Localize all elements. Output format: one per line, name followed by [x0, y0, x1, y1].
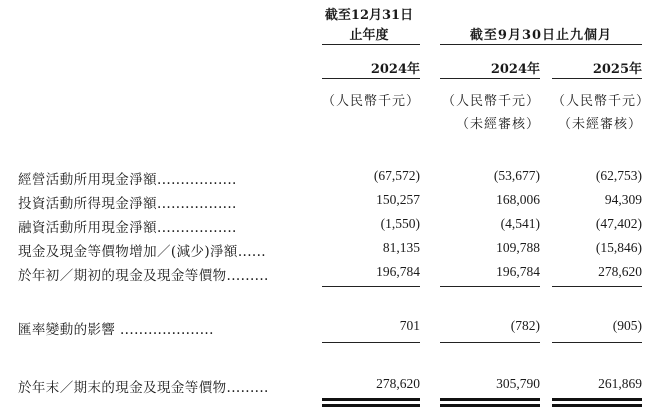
- row-value-operating-2025q3: (62,753): [595, 168, 642, 183]
- year-rule-col3: [552, 78, 642, 79]
- row-value-closing-balance-2024q3: 305,790: [496, 376, 540, 391]
- row-label-net-change: 現金及現金等價物增加／(減少)淨額......: [18, 244, 266, 260]
- row-value-closing-balance-2024fy: 278,620: [376, 376, 420, 391]
- year-rule-col1: [322, 78, 420, 79]
- row-value-investing-2024q3: 168,006: [496, 192, 540, 207]
- row-value-opening-balance-2024fy: 196,784: [376, 264, 420, 279]
- fx-rule-col2: [440, 342, 540, 343]
- row-value-fx-effect-2025q3: (905): [612, 318, 642, 333]
- year-col2: 2024年: [490, 62, 540, 77]
- row-value-net-change-2025q3: (15,846): [595, 240, 642, 255]
- col1-header-rule: [322, 44, 420, 45]
- col23-period-header: 截至9月30日止九個月: [469, 28, 613, 43]
- total-rule-top-col3: [552, 398, 642, 401]
- unaudited-col2: （未經審核）: [455, 117, 540, 132]
- row-value-investing-2025q3: 94,309: [604, 192, 642, 207]
- fx-rule-col3: [552, 342, 642, 343]
- col1-period-header: 截至12月31日: [324, 8, 414, 23]
- row-value-opening-balance-2025q3: 278,620: [598, 264, 642, 279]
- row-value-operating-2024fy: (67,572): [373, 168, 420, 183]
- year-col3: 2025年: [592, 62, 642, 77]
- row-value-net-change-2024q3: 109,788: [496, 240, 540, 255]
- col23-header-rule: [440, 44, 642, 45]
- col1-period-subheader: 止年度: [349, 28, 389, 43]
- year-col1: 2024年: [370, 62, 420, 77]
- row-label-opening-balance: 於年初／期初的現金及現金等價物.........: [18, 268, 269, 284]
- subtotal-rule-col1: [322, 286, 420, 287]
- fx-rule-col1: [322, 342, 420, 343]
- unaudited-col3: （未經審核）: [557, 117, 642, 132]
- row-value-operating-2024q3: (53,677): [493, 168, 540, 183]
- year-rule-col2: [440, 78, 540, 79]
- row-value-financing-2024fy: (1,550): [380, 216, 420, 231]
- subtotal-rule-col2: [440, 286, 540, 287]
- row-value-investing-2024fy: 150,257: [376, 192, 420, 207]
- unit-col1: （人民幣千元）: [321, 94, 420, 109]
- total-rule-top-col1: [322, 398, 420, 401]
- total-rule-bottom-col2: [440, 404, 540, 407]
- unit-col2: （人民幣千元）: [441, 94, 540, 109]
- subtotal-rule-col3: [552, 286, 642, 287]
- total-rule-bottom-col1: [322, 404, 420, 407]
- total-rule-top-col2: [440, 398, 540, 401]
- row-label-closing-balance: 於年末／期末的現金及現金等價物.........: [18, 380, 269, 396]
- row-value-closing-balance-2025q3: 261,869: [598, 376, 642, 391]
- row-label-operating: 經營活動所用現金淨額.................: [18, 172, 237, 188]
- row-label-investing: 投資活動所得現金淨額.................: [18, 196, 237, 212]
- row-label-fx-effect: 匯率變動的影響 ....................: [18, 322, 214, 338]
- row-value-net-change-2024fy: 81,135: [382, 240, 420, 255]
- unit-col3: （人民幣千元）: [552, 94, 651, 109]
- row-value-financing-2025q3: (47,402): [595, 216, 642, 231]
- total-rule-bottom-col3: [552, 404, 642, 407]
- row-label-financing: 融資活動所用現金淨額.................: [18, 220, 237, 236]
- row-value-opening-balance-2024q3: 196,784: [496, 264, 540, 279]
- row-value-financing-2024q3: (4,541): [500, 216, 540, 231]
- row-value-fx-effect-2024fy: 701: [399, 318, 420, 333]
- row-value-fx-effect-2024q3: (782): [510, 318, 540, 333]
